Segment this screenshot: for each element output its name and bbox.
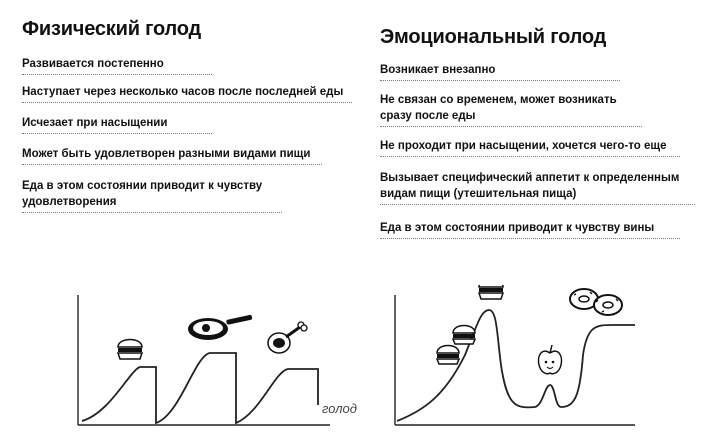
dotted-divider <box>22 164 322 165</box>
physical-item-4 <box>22 146 322 165</box>
physical-item-3-text: Исчезает при насыщении <box>22 117 168 129</box>
dotted-divider <box>22 133 212 134</box>
emotional-item-1 <box>380 62 620 81</box>
hunger-curve <box>397 310 635 421</box>
physical-item-2-text: Наступает через несколько часов после последней еды <box>22 86 344 98</box>
emotional-item-4-text: Вызывает специфический аппетит к определенным видам пищи (утешительная пища) <box>380 172 680 200</box>
frying-pan-icon <box>188 315 252 340</box>
burger-icon <box>118 340 142 360</box>
emotional-hunger-title: Эмоциональный голод <box>380 26 607 48</box>
physical-hunger-title: Физический голод <box>22 18 202 40</box>
emotional-hunger-graph <box>385 285 645 435</box>
emotional-item-2-text: Не связан со временем, может возникать сразу после еды <box>380 94 617 122</box>
physical-item-1 <box>22 56 212 75</box>
dotted-divider <box>380 156 680 157</box>
hunger-curve <box>82 353 318 423</box>
physical-item-1-text: Развивается постепенно <box>22 58 164 70</box>
hunger-axis-label: голод <box>322 401 357 416</box>
physical-item-5 <box>22 178 282 213</box>
dotted-divider <box>380 204 695 205</box>
emotional-item-3-text: Не проходит при насыщении, хочется чего-то еще <box>380 140 667 152</box>
physical-hunger-graph <box>60 285 370 435</box>
emotional-item-5-text: Еда в этом состоянии приводит к чувству вины <box>380 222 655 234</box>
dotted-divider <box>380 126 642 127</box>
dotted-divider <box>22 102 352 103</box>
emotional-item-4 <box>380 170 695 205</box>
chicken-leg-icon <box>268 322 307 353</box>
dotted-divider <box>380 80 620 81</box>
physical-item-5-text: Еда в этом состоянии приводит к чувству удовлетворения <box>22 180 263 208</box>
apple-icon <box>538 345 561 374</box>
physical-item-2 <box>22 84 352 103</box>
emotional-item-3 <box>380 138 680 157</box>
physical-item-4-text: Может быть удовлетворен разными видами пищи <box>22 148 311 160</box>
donuts-icon <box>570 289 622 315</box>
dotted-divider <box>22 74 212 75</box>
burger-icon <box>479 285 503 299</box>
emotional-item-1-text: Возникает внезапно <box>380 64 496 76</box>
physical-item-3 <box>22 115 212 134</box>
emotional-item-5 <box>380 220 680 239</box>
dotted-divider <box>22 212 282 213</box>
dotted-divider <box>380 238 680 239</box>
burger-icon <box>437 346 459 365</box>
burger-icon <box>453 326 475 345</box>
emotional-item-2 <box>380 92 642 127</box>
